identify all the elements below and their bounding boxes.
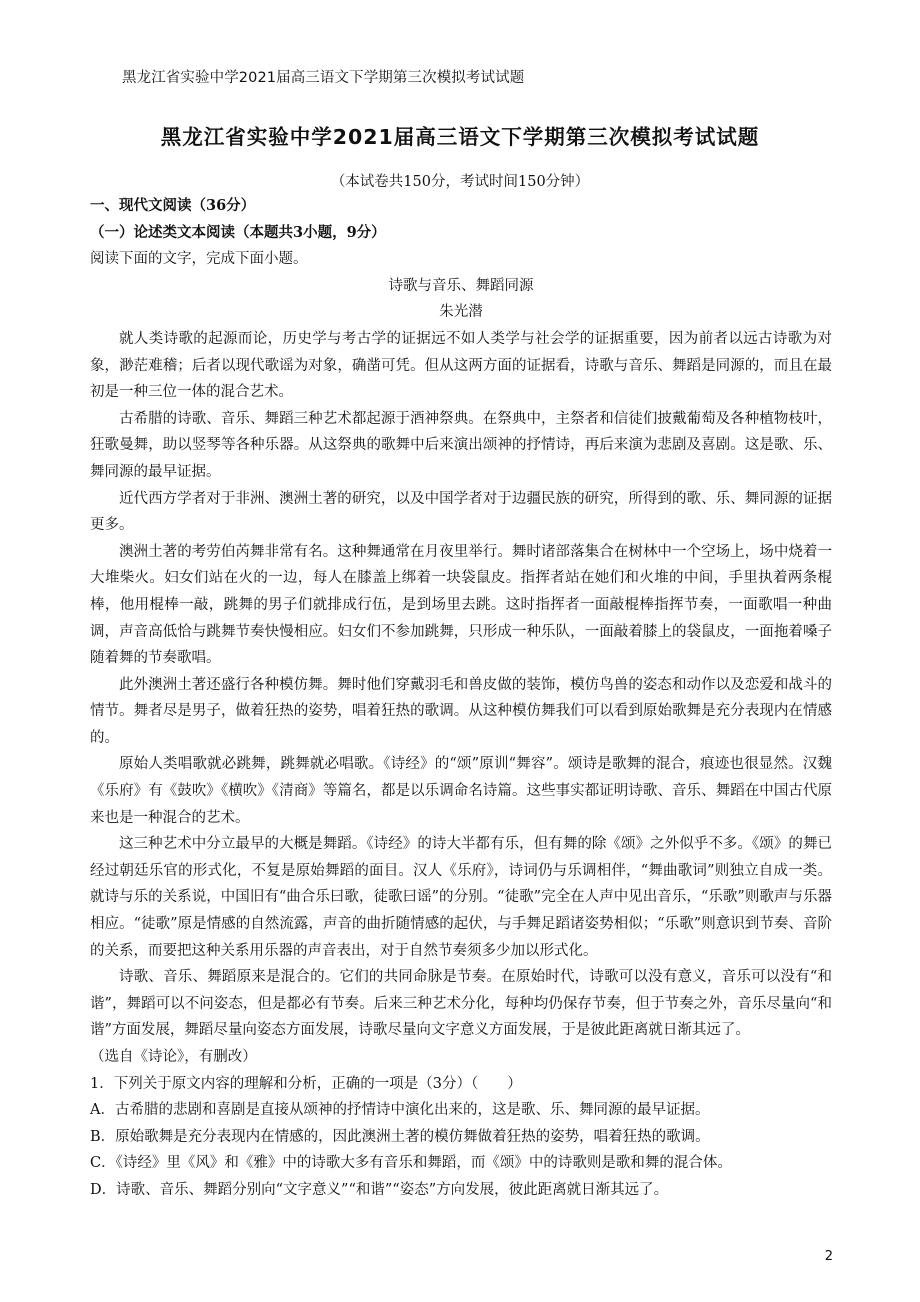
article-paragraph: 此外澳洲土著还盛行各种模仿舞。舞时他们穿戴羽毛和兽皮做的装饰，模仿鸟兽的姿态和动作以及恋爱和战斗的情节。舞者尽是男子，做着狂热的姿势，唱着狂热的歌调。从这种模仿舞我们可以看到原始歌舞是充分表现内在情感的。 [90, 676, 832, 746]
subsection-heading: （一）论述类文本阅读（本题共3小题，9分） [90, 223, 386, 241]
article-paragraph: 古希腊的诗歌、音乐、舞蹈三种艺术都起源于酒神祭典。在祭典中，主祭者和信徒们披戴葡萄及各种植物枝叶，狂歌曼舞，助以竖琴等各种乐器。从这祭典的歌舞中后来演出颂神的抒情诗，再后来演为悲剧及喜剧。这是歌、乐、舞同源的最早证据。 [90, 410, 832, 480]
article-paragraph: 原始人类唱歌就必跳舞，跳舞就必唱歌。《诗经》的“颂”原训“舞容”。颂诗是歌舞的混合，痕迹也很显然。汉魏《乐府》有《鼓吹》《横吹》《清商》等篇名，都是以乐调命名诗篇。这些事实都证明诗歌、音乐、舞蹈在中国古代原来也是一种混合的艺术。 [90, 756, 832, 826]
question-option-b: B．原始歌舞是充分表现内在情感的，因此澳洲土著的模仿舞做着狂热的姿势，唱着狂热的歌调。 [90, 1128, 710, 1145]
article-title: 诗歌与音乐、舞蹈同源 [388, 277, 534, 294]
question-option-c: C．《诗经》里《风》和《雅》中的诗歌大多有音乐和舞蹈，而《颂》中的诗歌则是歌和舞的混合体。 [90, 1155, 732, 1172]
article-paragraph: 这三种艺术中分立最早的大概是舞蹈。《诗经》的诗大半都有乐，但有舞的除《颂》之外似乎不多。《颂》的舞已经过朝廷乐官的形式化，不复是原始舞蹈的面目。汉人《乐府》，诗词仍与乐调相伴，“舞曲歌词”则独立自成一类。就诗与乐的关系说，中国旧有“曲合乐曰歌，徒歌曰谣”的分别。“徒歌”完全在人声中见出音乐，“乐歌”则歌声与乐器相应。“徒歌”原是情感的自然流露，声音的曲折随情感的起伏，与手舞足蹈诸姿势相似；“乐歌”则意识到节奏、音阶的关系，而要把这种关系用乐器的声音表出，对于自然节奏须多少加以形式化。 [90, 836, 832, 959]
article-author: 朱光潜 [439, 304, 483, 321]
article-paragraph: 就人类诗歌的起源而论，历史学与考古学的证据远不如人类学与社会学的证据重要，因为前者以远古诗歌为对象，渺茫难稽；后者以现代歌谣为对象，确凿可凭。但从这两方面的证据看，诗歌与音乐、舞蹈是同源的，而且在最初是一种三位一体的混合艺术。 [90, 330, 832, 401]
article-paragraph: 诗歌、音乐、舞蹈原来是混合的。它们的共同命脉是节奏。在原始时代，诗歌可以没有意义，音乐可以没有“和谐”，舞蹈可以不问姿态，但是都必有节奏。后来三种艺术分化，每种均仍保存节奏，但于节奏之外，音乐尽量向“和谐”方面发展，舞蹈尽量向姿态方面发展，诗歌尽量向文字意义方面发展，于是彼此距离就日渐其远了。 [90, 969, 832, 1039]
document-body [90, 193, 832, 1204]
running-header: 黑龙江省实验中学2021届高三语文下学期第三次模拟考试试题 [122, 70, 525, 86]
question-option-a: A．古希腊的悲剧和喜剧是直接从颂神的抒情诗中演化出来的，这是歌、乐、舞同源的最早证据。 [90, 1102, 710, 1119]
document-title: 黑龙江省实验中学2021届高三语文下学期第三次模拟考试试题 [160, 125, 760, 149]
article-paragraph: 近代西方学者对于非洲、澳洲土著的研究，以及中国学者对于边疆民族的研究，所得到的歌、乐、舞同源的证据更多。 [90, 490, 832, 534]
reading-instruction: 阅读下面的文字，完成下面小题。 [90, 251, 308, 268]
article-paragraph: 澳洲土著的考劳伯芮舞非常有名。这种舞通常在月夜里举行。舞时诸部落集合在树林中一个空场上，场中烧着一大堆柴火。妇女们站在火的一边，每人在膝盖上绑着一块袋鼠皮。指挥者站在她们和火堆的中间，手里执着两条棍棒，他用棍棒一敲，跳舞的男子们就排成行伍，是到场里去跳。这时指挥者一面敲棍棒指挥节奏，一面歌唱一种曲调，声音高低恰与跳舞节奏快慢相应。妇女们不参加跳舞，只形成一种乐队，一面敲着膝上的袋鼠皮，一面拖着嗓子随着舞的节奏歌唱。 [90, 543, 832, 667]
exam-info: （本试卷共150分，考试时间150分钟） [330, 174, 590, 190]
page-number: 2 [824, 1249, 833, 1264]
question-stem: 1．下列关于原文内容的理解和分析，正确的一项是（3分）（ ） [90, 1075, 522, 1092]
section-heading: 一、现代文阅读（36分） [90, 197, 256, 214]
article-source: （选自《诗论》，有删改） [90, 1049, 257, 1065]
question-option-d: D．诗歌、音乐、舞蹈分别向“文字意义”“和谐”“姿态”方向发展，彼此距离就日渐其远了。 [90, 1181, 669, 1198]
